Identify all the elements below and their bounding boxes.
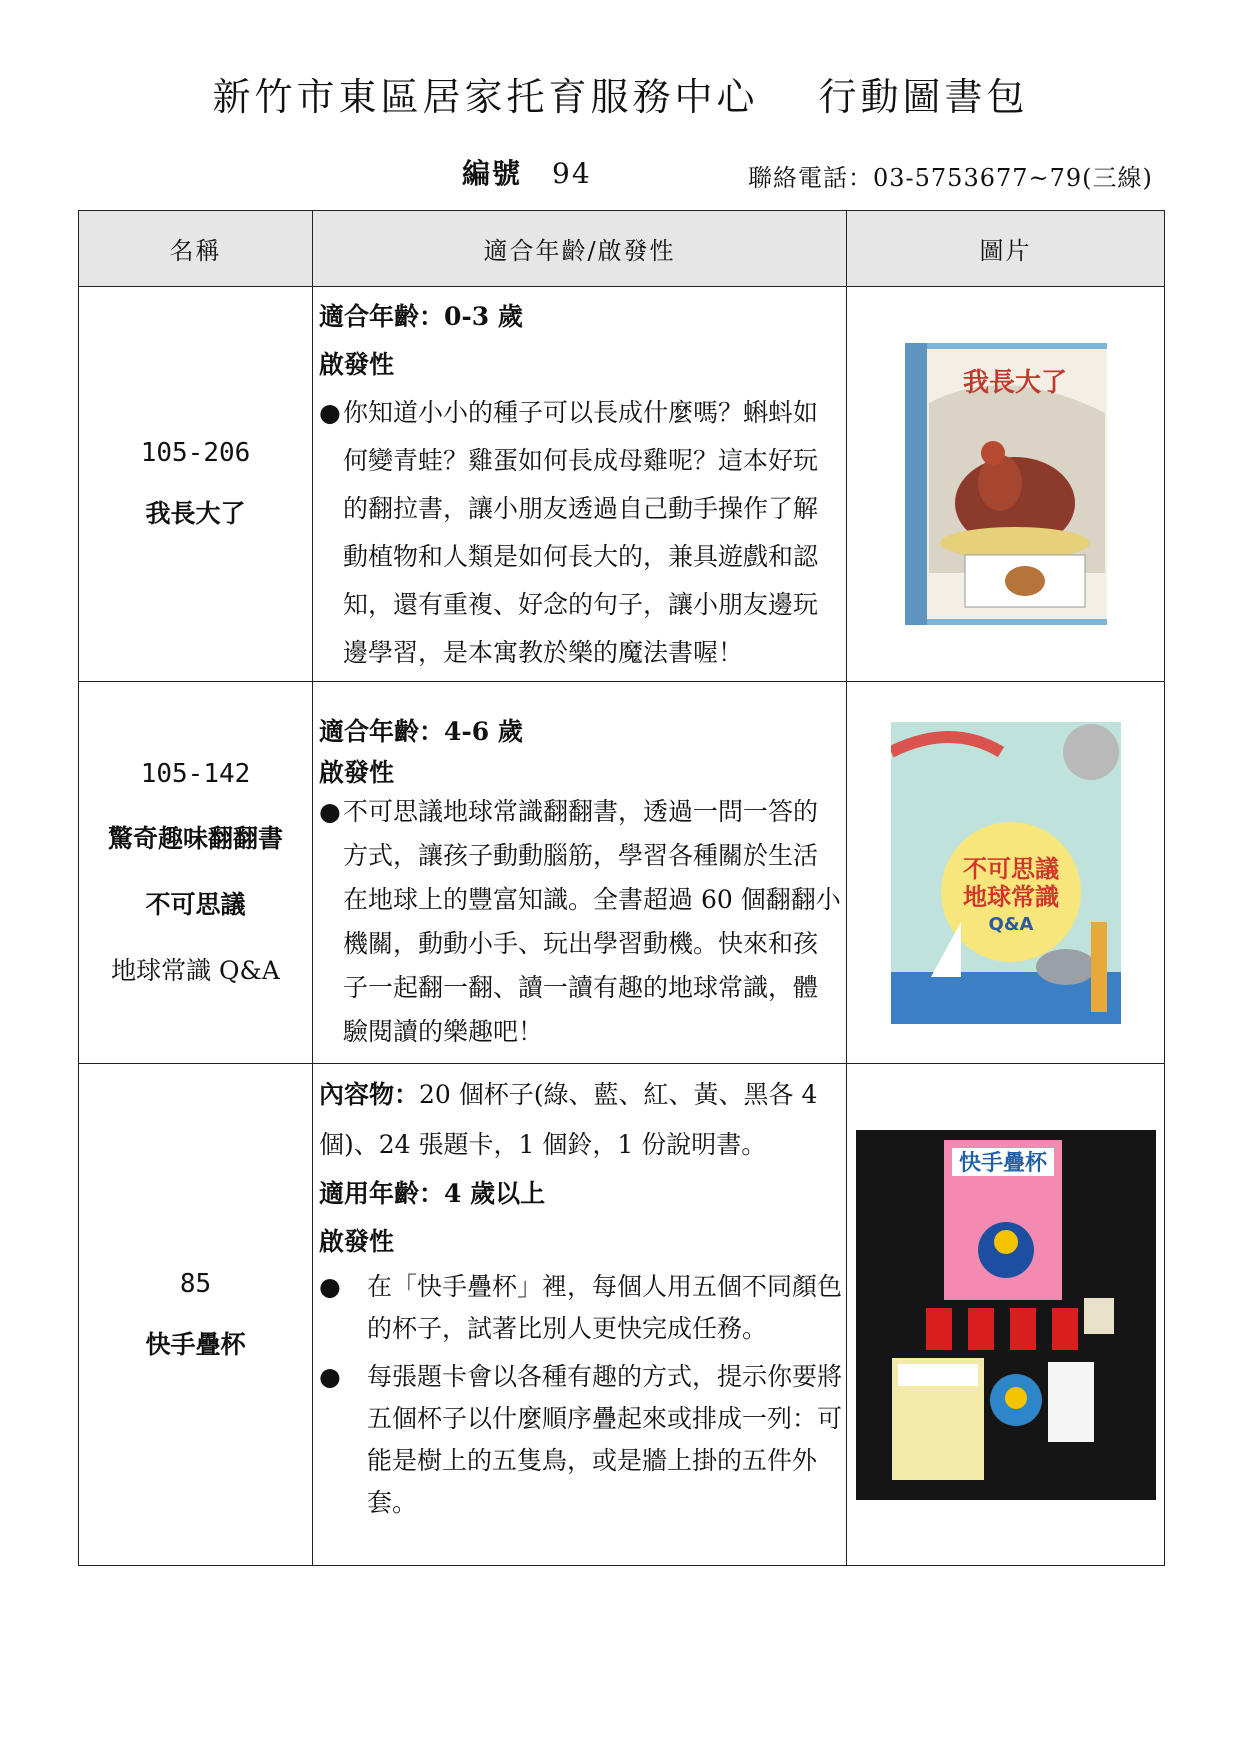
header-age: 適合年齡/啟發性 [313,211,847,287]
description-cell [313,287,847,682]
header-picture: 圖片 [847,211,1165,287]
inspire-label: 啟發性 [319,1227,395,1256]
table-row [79,287,1165,682]
program-name: 行動圖書包 [818,75,1029,119]
book-cover-image [905,343,1107,625]
age-line: 適合年齡：0-3 歲 [319,302,523,331]
table-header-row [79,211,1165,287]
name-cell [79,682,313,1064]
name-cell [79,287,313,682]
item-name: 地球常識 Q&A [111,955,280,985]
page-title [0,66,1241,121]
item-code: 85 [179,1268,212,1299]
description-cell [313,1064,847,1566]
cover-title: 我長大了 [962,368,1067,398]
picture-cell [847,682,1165,1064]
item-name: 快手疊杯 [145,1329,246,1359]
age-line: 適合年齡：4-6 歲 [319,717,523,746]
cover-title: 不可思議 [962,854,1059,883]
picture-cell [847,287,1165,682]
inspire-label: 啟發性 [319,758,395,787]
age-line: 適用年齡：4 歲以上 [319,1179,546,1208]
table-row [79,1064,1165,1566]
book-table [78,210,1165,1566]
bullet-item: ● 在「快手疊杯」裡，每個人用五個不同顏色的杯子，試著比別人更快完成任務。 [319,1272,843,1343]
item-code: 105-142 [140,758,251,789]
bullet-item: ● 你知道小小的種子可以長成什麼嗎？蝌蚪如何變青蛙？雞蛋如何長成母雞呢？這本好玩的翻拉書，讓小朋友透過自己動手操作了解動植物和人類是如何長大的，兼具遊戲和認知，還有重複、好念的句子，讓小朋友邊玩邊學習，是本寓教於樂的魔法書喔！ [319,398,819,667]
serial-label: 編號 [462,157,523,190]
contents-line: 內容物：20 個杯子(綠、藍、紅、黃、黑各 4 個)、24 張題卡，1 個鈴，1 份說明書。 [319,1080,818,1159]
cover-qa: Q&A [988,913,1033,935]
cover-subtitle: 地球常識 [962,882,1059,911]
item-name: 不可思議 [145,889,246,919]
item-name: 我長大了 [145,499,246,528]
serial [462,152,592,192]
item-name: 驚奇趣味翻翻書 [107,823,283,853]
bullet-item: ● 不可思議地球常識翻翻書，透過一問一答的方式，讓孩子動動腦筋，學習各種關於生活在地球上的豐富知識。全書超過 60 個翻翻小機關，動動小手、玩出學習動機。快來和孩子一起翻一翻、讀一讀有趣的地球常識，體驗閱讀的樂趣吧！ [319,797,841,1046]
item-code: 105-206 [140,438,251,468]
header-name: 名稱 [79,211,313,287]
serial-number: 94 [552,157,592,190]
contact-phone: 聯絡電話：03-5753677~79(三線) [748,164,1153,192]
description-cell [313,682,847,1064]
center-name: 新竹市東區居家托育服務中心 [212,75,759,119]
box-title: 快手疊杯 [958,1150,1047,1176]
picture-cell [847,1064,1165,1566]
book-cover-image [891,722,1121,1024]
game-photo [856,1130,1156,1500]
name-cell [79,1064,313,1566]
table-row [79,682,1165,1064]
bullet-item: ● 每張題卡會以各種有趣的方式，提示你要將五個杯子以什麼順序疊起來或排成一列：可能是樹上的五隻鳥，或是牆上掛的五件外套。 [319,1362,843,1517]
inspire-label: 啟發性 [319,350,395,379]
